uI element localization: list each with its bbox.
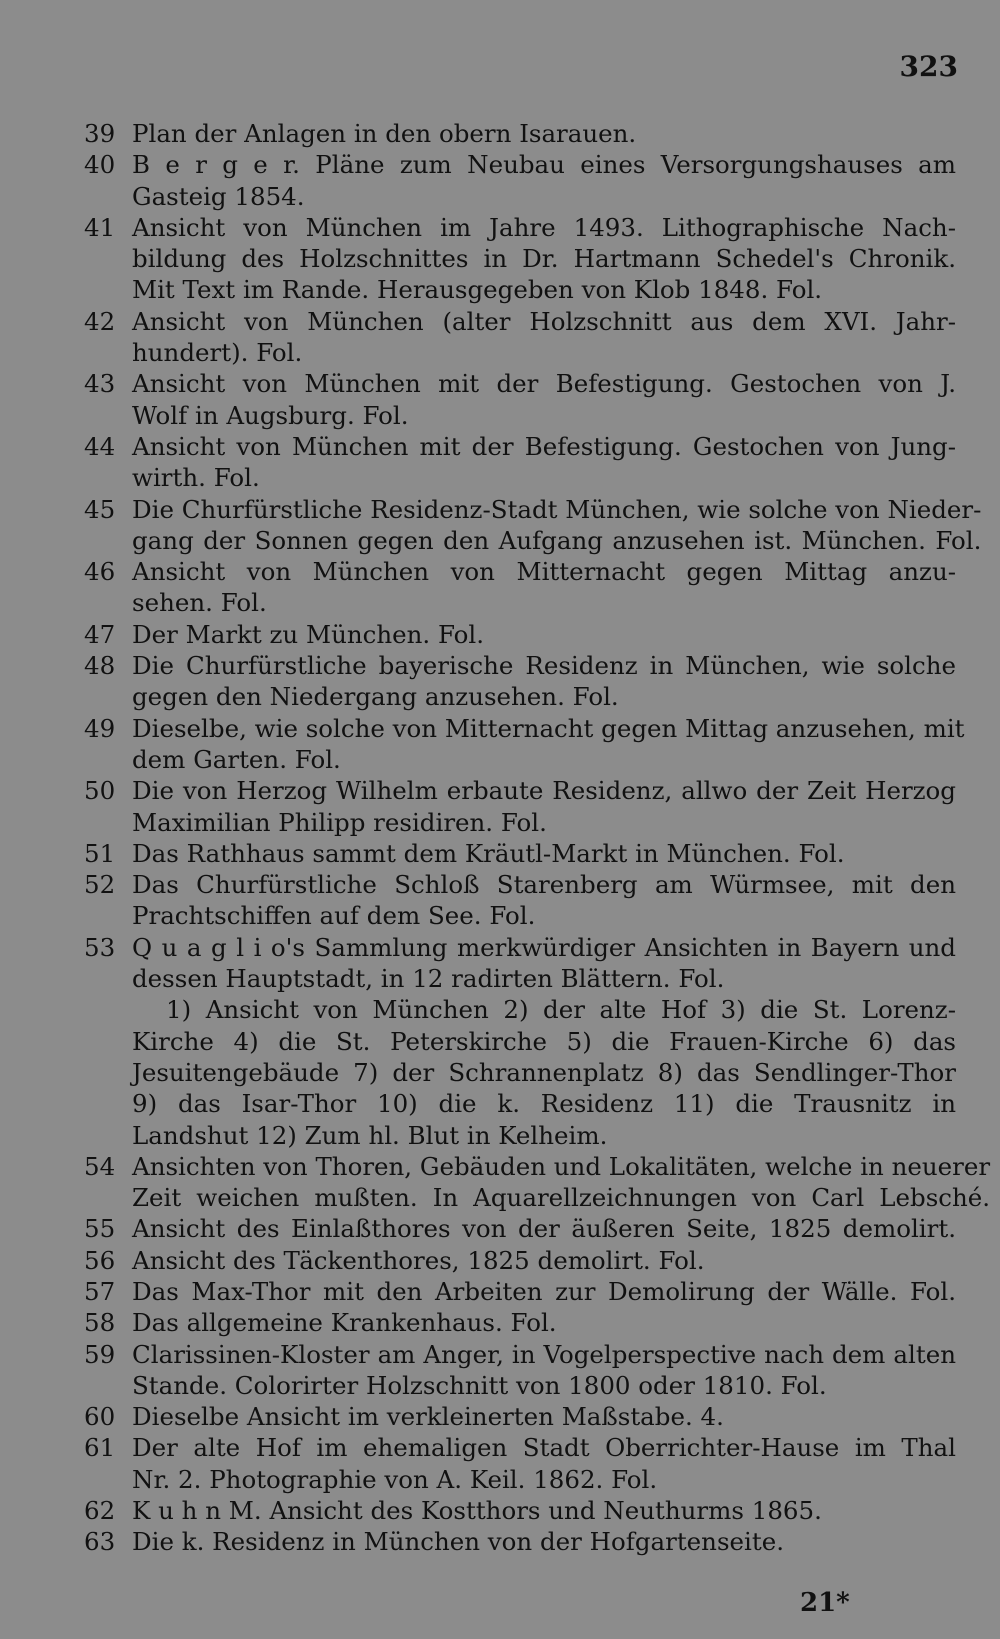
entry-number: 46 [84, 557, 116, 587]
entry-line: Clarissinen-Kloster am Anger, in Vogelperspective nach dem alten [132, 1339, 956, 1369]
entry-text [132, 619, 956, 650]
entry-line: Gasteig 1854. [132, 181, 305, 211]
catalog-entry [84, 1276, 956, 1307]
entry-line: Ansicht von München von Mitternacht gegen Mittag anzu- [132, 557, 956, 587]
entry-text [132, 431, 956, 494]
entry-text [132, 932, 956, 1151]
entry-number: 47 [84, 619, 116, 649]
catalog-entry [84, 1245, 956, 1276]
catalog-entry [84, 494, 982, 557]
page-number: 323 [899, 50, 958, 83]
entry-line: B e r g e r. Pläne zum Neubau eines Versorgungshauses am [132, 150, 956, 180]
entry-number: 61 [84, 1433, 116, 1463]
catalog-entry [84, 368, 956, 431]
entry-line: Das Rathhaus sammt dem Kräutl-Markt in München. Fol. [132, 838, 845, 868]
catalog-entry [84, 1307, 956, 1338]
entry-text [132, 1432, 956, 1495]
entry-number: 50 [84, 776, 116, 806]
catalog-entry [84, 556, 956, 619]
entry-line: Landshut 12) Zum hl. Blut in Kelheim. [132, 1120, 608, 1150]
catalog-entry [84, 619, 956, 650]
entry-number: 55 [84, 1214, 116, 1244]
catalog-entry [84, 1401, 956, 1432]
catalog-entry [84, 932, 956, 1151]
entry-text [132, 869, 956, 932]
entry-line: Die Churfürstliche bayerische Residenz in München, wie solche [132, 651, 956, 681]
entry-number: 56 [84, 1245, 116, 1275]
margin-mark [842, 50, 844, 82]
entry-text [132, 713, 965, 776]
entry-number: 52 [84, 870, 116, 900]
entry-text [132, 306, 956, 369]
entry-line: 1) Ansicht von München 2) der alte Hof 3) die St. Lorenz- [166, 995, 956, 1025]
entry-line: Das Max-Thor mit den Arbeiten zur Demolirung der Wälle. Fol. [132, 1276, 956, 1306]
entry-text [132, 1245, 956, 1276]
entry-text [132, 212, 956, 306]
catalog-entry [84, 1432, 956, 1495]
catalog-entry [84, 149, 956, 212]
entry-text [132, 556, 956, 619]
entry-text [132, 368, 956, 431]
entry-text [132, 1526, 956, 1557]
entry-line: Dieselbe Ansicht im verkleinerten Maßstabe. 4. [132, 1402, 724, 1432]
entry-line: Q u a g l i o's Sammlung merkwürdiger Ansichten in Bayern und [132, 932, 956, 962]
entry-line: dem Garten. Fol. [132, 744, 341, 774]
entry-line: bildung des Holzschnittes in Dr. Hartmann Schedel's Chronik. [132, 244, 956, 274]
entry-line: Zeit weichen mußten. In Aquarellzeichnungen von Carl Lebsché. [132, 1183, 991, 1213]
entry-text [132, 149, 956, 212]
entry-text [132, 494, 981, 557]
entry-line: K u h n M. Ansicht des Kostthors und Neuthurms 1865. [132, 1496, 822, 1526]
entry-number: 42 [84, 306, 116, 336]
entry-line: Prachtschiffen auf dem See. Fol. [132, 901, 536, 931]
entry-line: 9) das Isar-Thor 10) die k. Residenz 11) die Trausnitz in [132, 1089, 956, 1119]
signature-mark: 21* [800, 1588, 850, 1618]
entry-line: hundert). Fol. [132, 338, 303, 368]
entry-line: gegen den Niedergang anzusehen. Fol. [132, 682, 619, 712]
entry-line: gang der Sonnen gegen den Aufgang anzusehen ist. München. Fol. [132, 525, 982, 555]
entry-line: Die Churfürstliche Residenz-Stadt München, wie solche von Nieder- [132, 494, 982, 524]
entry-line: Ansicht von München mit der Befestigung. Gestochen von J. [132, 369, 956, 399]
entry-number: 48 [84, 651, 116, 681]
catalog-entry [84, 118, 956, 149]
entry-text [132, 1276, 956, 1307]
entry-number: 60 [84, 1402, 116, 1432]
entry-number: 45 [84, 494, 116, 524]
catalog-entry [84, 713, 965, 776]
entry-line: Stande. Colorirter Holzschnitt von 1800 oder 1810. Fol. [132, 1370, 827, 1400]
entry-line: Kirche 4) die St. Peterskirche 5) die Frauen-Kirche 6) das [132, 1026, 956, 1056]
catalog-entry [84, 1339, 956, 1402]
entry-number: 51 [84, 838, 116, 868]
catalog-entry [84, 1495, 956, 1526]
entry-line: Maximilian Philipp residiren. Fol. [132, 807, 547, 837]
catalog-entry [84, 775, 956, 838]
entry-number: 57 [84, 1276, 116, 1306]
catalog-entry [84, 869, 956, 932]
entry-text [132, 650, 956, 713]
entry-number: 49 [84, 713, 116, 743]
entry-text [132, 775, 956, 838]
entry-line: Wolf in Augsburg. Fol. [132, 400, 409, 430]
entry-line: Ansicht des Täckenthores, 1825 demolirt. Fol. [132, 1245, 705, 1275]
catalog-entry [84, 838, 956, 869]
entry-line: Dieselbe, wie solche von Mitternacht gegen Mittag anzusehen, mit [132, 713, 965, 743]
entry-line: sehen. Fol. [132, 588, 267, 618]
entry-line: Ansicht von München mit der Befestigung. Gestochen von Jung- [132, 431, 956, 461]
entry-text [132, 838, 956, 869]
entry-line: Jesuitengebäude 7) der Schrannenplatz 8) das Sendlinger-Thor [132, 1057, 956, 1087]
entry-line: wirth. Fol. [132, 463, 260, 493]
entry-text [132, 1401, 956, 1432]
entry-list [84, 118, 991, 1558]
entry-number: 41 [84, 212, 116, 242]
entry-text [132, 118, 956, 149]
entry-number: 54 [84, 1151, 116, 1181]
entry-line: Die von Herzog Wilhelm erbaute Residenz, allwo der Zeit Herzog [132, 776, 956, 806]
entry-number: 62 [84, 1496, 116, 1526]
entry-text [132, 1495, 956, 1526]
entry-number: 39 [84, 119, 116, 148]
catalog-entry [84, 1151, 991, 1214]
catalog-entry [84, 650, 956, 713]
catalog-entry [84, 1526, 956, 1557]
entry-line: Das Churfürstliche Schloß Starenberg am Würmsee, mit den [132, 870, 956, 900]
entry-line: Das allgemeine Krankenhaus. Fol. [132, 1308, 557, 1338]
entry-line: Der Markt zu München. Fol. [132, 619, 485, 649]
entry-line: Ansichten von Thoren, Gebäuden und Lokalitäten, welche in neuerer [132, 1151, 991, 1181]
entry-line: Ansicht des Einlaßthores von der äußeren Seite, 1825 demolirt. [132, 1214, 956, 1244]
entry-line: Mit Text im Rande. Herausgegeben von Klob 1848. Fol. [132, 275, 823, 305]
entry-number: 44 [84, 431, 116, 461]
catalog-entry [84, 431, 956, 494]
entry-text [132, 1151, 990, 1214]
entry-number: 40 [84, 150, 116, 180]
entry-line: Nr. 2. Photographie von A. Keil. 1862. Fol. [132, 1464, 658, 1494]
entry-line: Die k. Residenz in München von der Hofgartenseite. [132, 1527, 785, 1557]
entry-number: 58 [84, 1308, 116, 1338]
entry-number: 63 [84, 1527, 116, 1557]
entry-text [132, 1213, 956, 1244]
entry-line: Ansicht von München im Jahre 1493. Lithographische Nach- [132, 212, 956, 242]
entry-number: 53 [84, 932, 116, 962]
entry-number: 59 [84, 1339, 116, 1369]
entry-line: Der alte Hof im ehemaligen Stadt Oberrichter-Hause im Thal [132, 1433, 956, 1463]
entry-text [132, 1307, 956, 1338]
catalog-entry [84, 1213, 956, 1244]
entry-line: Plan der Anlagen in den obern Isarauen. [132, 119, 637, 148]
entry-text [132, 1339, 956, 1402]
catalog-entry [84, 306, 956, 369]
entry-line: dessen Hauptstadt, in 12 radirten Blättern. Fol. [132, 964, 725, 994]
entry-line: Ansicht von München (alter Holzschnitt aus dem XVI. Jahr- [132, 306, 956, 336]
entry-number: 43 [84, 369, 116, 399]
catalog-entry [84, 212, 956, 306]
